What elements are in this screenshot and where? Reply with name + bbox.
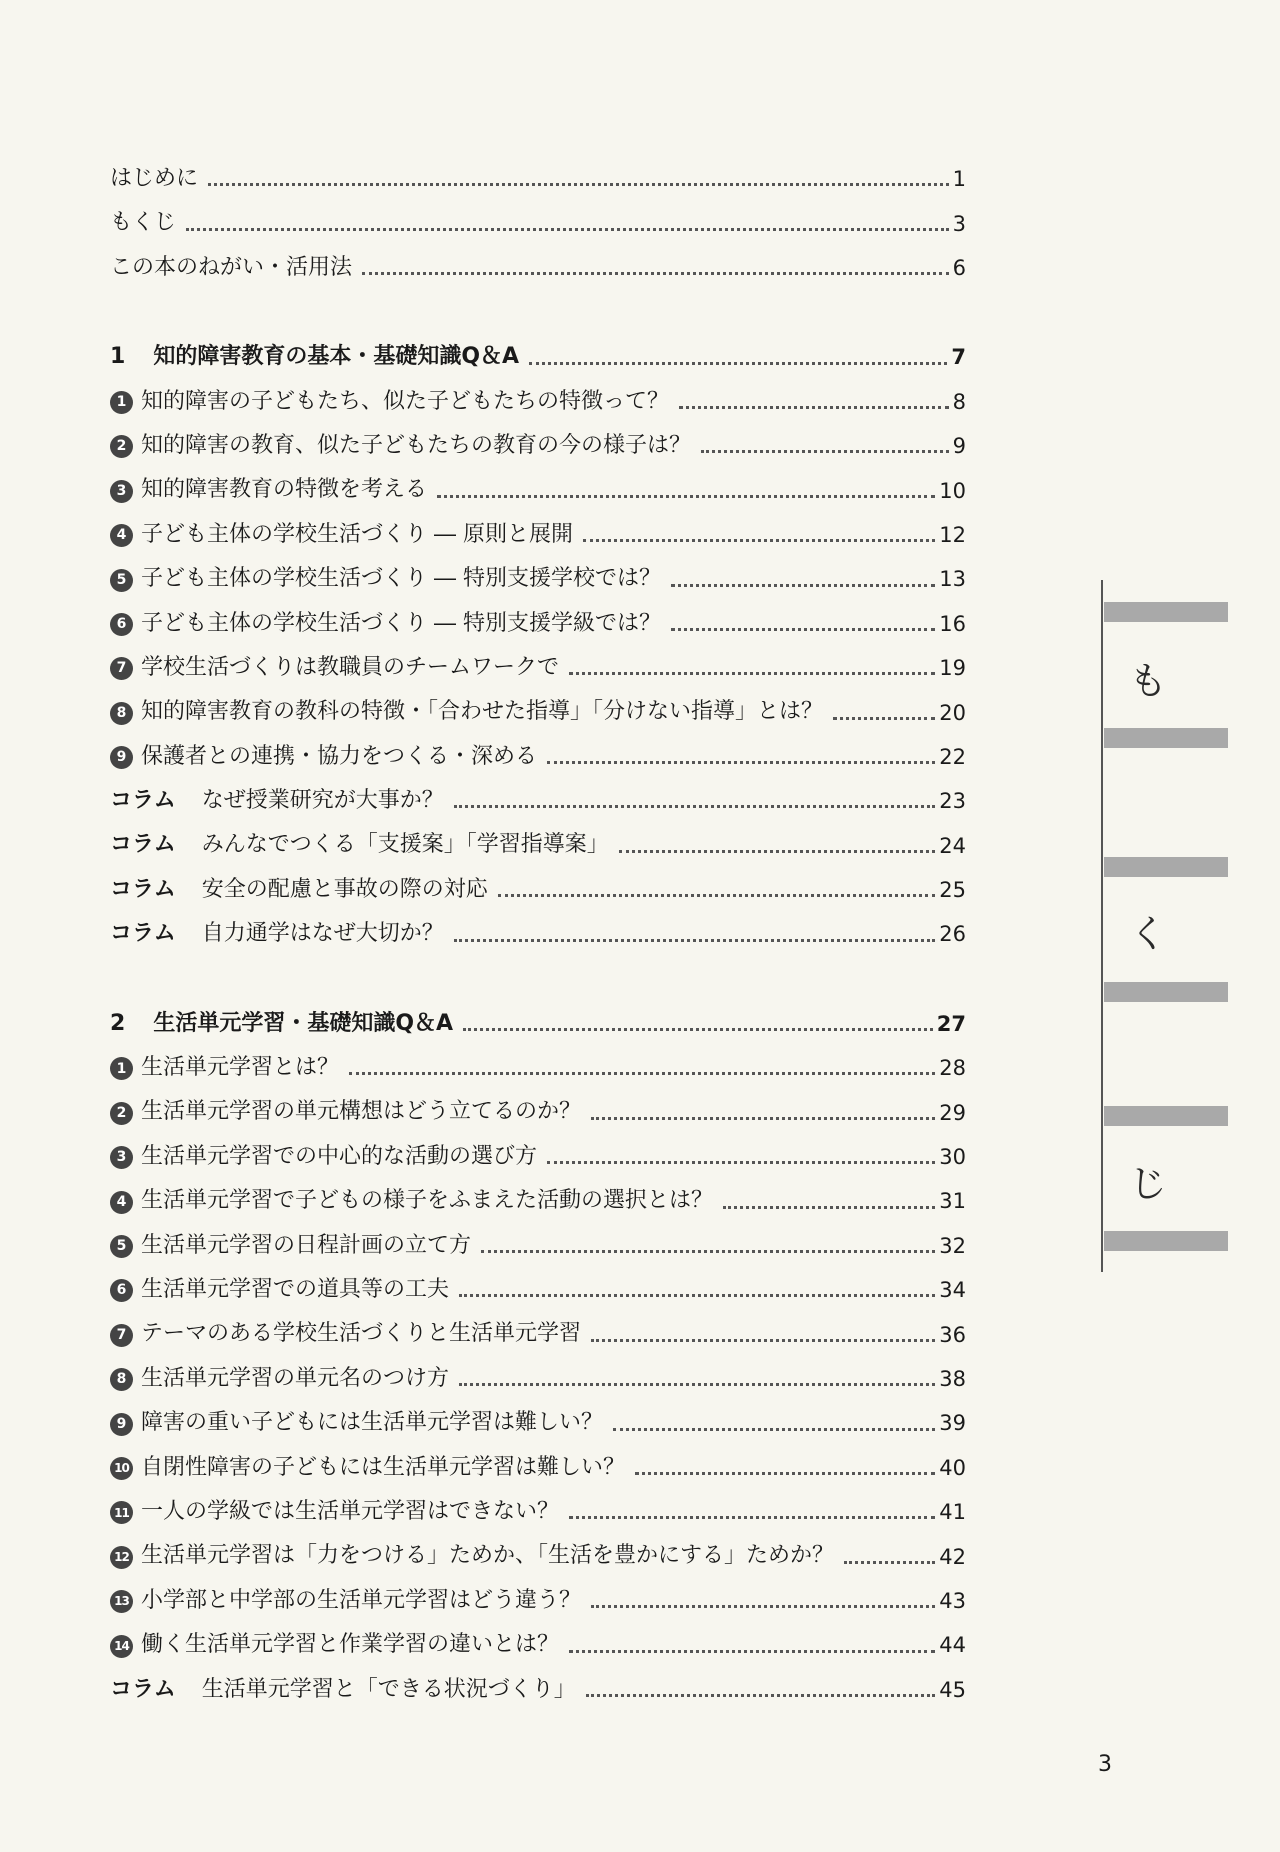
entry-page: 13 bbox=[939, 567, 966, 592]
section-title: 生活単元学習・基礎知識Q＆A bbox=[153, 1010, 454, 1036]
toc-entry[interactable] bbox=[110, 459, 966, 503]
dot-leader bbox=[591, 1117, 935, 1120]
toc-entry[interactable] bbox=[110, 1525, 966, 1569]
toc-entry[interactable] bbox=[110, 726, 966, 770]
spacer bbox=[110, 948, 966, 993]
section-page: 27 bbox=[936, 1011, 966, 1036]
entry-title: 知的障害の子どもたち、似た子どもたちの特徴って？ bbox=[141, 388, 670, 414]
entry-title: はじめに bbox=[110, 166, 199, 191]
side-tab-character: じ bbox=[1128, 1162, 1167, 1206]
entry-page: 42 bbox=[939, 1544, 966, 1569]
entry-page: 3 bbox=[952, 211, 966, 236]
dot-leader bbox=[701, 450, 949, 453]
number-circle: 6 bbox=[110, 613, 133, 636]
entry-page: 8 bbox=[952, 389, 966, 414]
toc-entry[interactable] bbox=[110, 1437, 966, 1481]
section-title: 知的障害教育の基本・基礎知識Q＆A bbox=[153, 344, 520, 370]
entry-title: 生活単元学習の日程計画の立て方 bbox=[141, 1232, 472, 1258]
column-label: コラム bbox=[110, 788, 176, 814]
number-circle: 5 bbox=[110, 1235, 133, 1258]
number-circle: 10 bbox=[110, 1457, 133, 1480]
column-label: コラム bbox=[110, 832, 176, 858]
entry-title: もくじ bbox=[110, 210, 177, 236]
dot-leader bbox=[547, 761, 935, 764]
number-circle: 12 bbox=[110, 1546, 133, 1569]
dot-leader bbox=[459, 1294, 935, 1297]
entry-page: 19 bbox=[939, 656, 966, 681]
entry-title: 自閉性障害の子どもには生活単元学習は難しい？ bbox=[141, 1454, 626, 1480]
dot-leader bbox=[454, 805, 935, 808]
side-tab-bar bbox=[1104, 1231, 1228, 1251]
entry-title: 生活単元学習での中心的な活動の選び方 bbox=[141, 1143, 538, 1169]
toc-entry[interactable] bbox=[110, 1303, 966, 1347]
entry-title: 子ども主体の学校生活づくり ― 特別支援学級では？ bbox=[141, 610, 661, 636]
column-entry[interactable] bbox=[110, 1659, 966, 1703]
dot-leader bbox=[679, 406, 949, 409]
number-circle: 5 bbox=[110, 569, 133, 592]
dot-leader bbox=[844, 1561, 935, 1564]
number-circle: 1 bbox=[110, 391, 133, 414]
dot-leader bbox=[437, 495, 935, 498]
toc-entry[interactable] bbox=[110, 1170, 966, 1214]
side-tab-bar bbox=[1104, 1106, 1228, 1126]
column-label: コラム bbox=[110, 921, 176, 947]
toc-entry[interactable] bbox=[110, 1614, 966, 1658]
entry-title: 生活単元学習と「できる状況づくり」 bbox=[201, 1676, 576, 1702]
number-circle: 3 bbox=[110, 1146, 133, 1169]
toc-entry[interactable] bbox=[110, 1570, 966, 1614]
toc-entry[interactable] bbox=[110, 637, 966, 681]
entry-title: 生活単元学習で子どもの様子をふまえた活動の選択とは？ bbox=[141, 1188, 714, 1214]
table-of-contents bbox=[110, 148, 966, 1703]
number-circle: 4 bbox=[110, 524, 133, 547]
dot-leader bbox=[454, 939, 935, 942]
dot-leader bbox=[547, 1161, 935, 1164]
entry-page: 41 bbox=[939, 1500, 966, 1525]
side-tab-character: く bbox=[1128, 912, 1167, 956]
number-circle: 11 bbox=[110, 1501, 133, 1524]
entry-page: 30 bbox=[939, 1145, 966, 1170]
column-label: コラム bbox=[110, 1676, 176, 1702]
entry-title: 学校生活づくりは教職員のチームワークで bbox=[141, 654, 560, 680]
side-tab-bar bbox=[1104, 857, 1228, 877]
entry-page: 32 bbox=[939, 1233, 966, 1258]
number-circle: 7 bbox=[110, 1324, 133, 1347]
toc-entry[interactable] bbox=[110, 548, 966, 592]
dot-leader bbox=[591, 1339, 935, 1342]
dot-leader bbox=[569, 672, 935, 675]
dot-leader bbox=[529, 362, 947, 365]
number-circle: 8 bbox=[110, 702, 133, 725]
entry-page: 31 bbox=[939, 1189, 966, 1214]
entry-title: 障害の重い子どもには生活単元学習は難しい？ bbox=[141, 1410, 604, 1436]
dot-leader bbox=[723, 1206, 935, 1209]
entry-page: 39 bbox=[939, 1411, 966, 1436]
toc-entry[interactable] bbox=[110, 1126, 966, 1170]
column-entry[interactable] bbox=[110, 903, 966, 947]
section-heading[interactable] bbox=[110, 326, 966, 370]
entry-page: 23 bbox=[939, 789, 966, 814]
entry-title: 知的障害教育の特徴を考える bbox=[141, 477, 428, 503]
column-entry[interactable] bbox=[110, 770, 966, 814]
entry-page: 12 bbox=[939, 522, 966, 547]
section-number: 1 bbox=[110, 344, 126, 370]
toc-entry[interactable] bbox=[110, 504, 966, 548]
page-number: 3 bbox=[1098, 1752, 1112, 1777]
dot-leader bbox=[463, 1028, 933, 1031]
dot-leader bbox=[208, 183, 949, 186]
entry-page: 26 bbox=[939, 922, 966, 947]
dot-leader bbox=[186, 228, 949, 231]
entry-title: 安全の配慮と事故の際の対応 bbox=[201, 876, 488, 902]
column-entry[interactable] bbox=[110, 859, 966, 903]
entry-page: 22 bbox=[939, 744, 966, 769]
number-circle: 2 bbox=[110, 1102, 133, 1125]
number-circle: 4 bbox=[110, 1191, 133, 1214]
number-circle: 9 bbox=[110, 746, 133, 769]
entry-title: 知的障害教育の教科の特徴・「合わせた指導」「分けない指導」とは？ bbox=[141, 699, 824, 725]
entry-page: 28 bbox=[939, 1056, 966, 1081]
side-tab-character: も bbox=[1128, 659, 1167, 703]
number-circle: 13 bbox=[110, 1590, 133, 1613]
dot-leader bbox=[833, 717, 935, 720]
entry-page: 20 bbox=[939, 700, 966, 725]
entry-title: 知的障害の教育、似た子どもたちの教育の今の様子は？ bbox=[141, 432, 692, 458]
number-circle: 3 bbox=[110, 480, 133, 503]
number-circle: 2 bbox=[110, 435, 133, 458]
entry-title: 生活単元学習とは？ bbox=[141, 1055, 340, 1081]
toc-entry[interactable] bbox=[110, 148, 966, 192]
side-tab-bar bbox=[1104, 728, 1228, 748]
dot-leader bbox=[586, 1694, 935, 1697]
entry-title: 生活単元学習の単元構想はどう立てるのか？ bbox=[141, 1099, 582, 1125]
number-circle: 1 bbox=[110, 1057, 133, 1080]
column-entry[interactable] bbox=[110, 814, 966, 858]
toc-entry[interactable] bbox=[110, 237, 966, 281]
entry-page: 29 bbox=[939, 1100, 966, 1125]
entry-page: 44 bbox=[939, 1633, 966, 1658]
number-circle: 9 bbox=[110, 1413, 133, 1436]
toc-entry[interactable] bbox=[110, 1392, 966, 1436]
dot-leader bbox=[671, 584, 935, 587]
entry-page: 38 bbox=[939, 1366, 966, 1391]
entry-page: 40 bbox=[939, 1455, 966, 1480]
toc-entry[interactable] bbox=[110, 1348, 966, 1392]
entry-title: 生活単元学習での道具等の工夫 bbox=[141, 1276, 450, 1302]
entry-page: 24 bbox=[939, 833, 966, 858]
dot-leader bbox=[569, 1650, 935, 1653]
entry-page: 36 bbox=[939, 1322, 966, 1347]
toc-entry[interactable] bbox=[110, 371, 966, 415]
section-number: 2 bbox=[110, 1010, 126, 1036]
entry-title: 生活単元学習は「力をつける」ためか、「生活を豊かにする」ためか？ bbox=[141, 1543, 835, 1569]
dot-leader bbox=[635, 1472, 935, 1475]
entry-page: 1 bbox=[952, 167, 966, 192]
side-tab-bar bbox=[1104, 982, 1228, 1002]
entry-title: テーマのある学校生活づくりと生活単元学習 bbox=[141, 1321, 582, 1347]
number-circle: 8 bbox=[110, 1368, 133, 1391]
entry-title: 子ども主体の学校生活づくり ― 特別支援学校では？ bbox=[141, 566, 661, 592]
entry-title: 働く生活単元学習と作業学習の違いとは？ bbox=[141, 1632, 560, 1658]
entry-page: 6 bbox=[952, 255, 966, 280]
toc-entry[interactable] bbox=[110, 593, 966, 637]
column-label: コラム bbox=[110, 876, 176, 902]
dot-leader bbox=[591, 1605, 935, 1608]
entry-title: みんなでつくる「支援案」「学習指導案」 bbox=[201, 832, 609, 858]
entry-page: 10 bbox=[939, 478, 966, 503]
dot-leader bbox=[498, 894, 935, 897]
toc-entry[interactable] bbox=[110, 1259, 966, 1303]
dot-leader bbox=[569, 1516, 935, 1519]
dot-leader bbox=[362, 272, 949, 275]
entry-title: 生活単元学習の単元名のつけ方 bbox=[141, 1365, 450, 1391]
toc-entry[interactable] bbox=[110, 1037, 966, 1081]
number-circle: 6 bbox=[110, 1279, 133, 1302]
number-circle: 14 bbox=[110, 1635, 133, 1658]
entry-title: なぜ授業研究が大事か？ bbox=[201, 788, 444, 814]
dot-leader bbox=[481, 1250, 935, 1253]
dot-leader bbox=[459, 1383, 935, 1386]
dot-leader bbox=[349, 1072, 935, 1075]
toc-entry[interactable] bbox=[110, 1481, 966, 1525]
entry-title: 自力通学はなぜ大切か？ bbox=[201, 921, 444, 947]
toc-entry[interactable] bbox=[110, 681, 966, 725]
entry-page: 45 bbox=[939, 1677, 966, 1702]
side-tab-bar bbox=[1104, 602, 1228, 622]
entry-title: 一人の学級では生活単元学習はできない？ bbox=[141, 1498, 560, 1524]
entry-page: 16 bbox=[939, 611, 966, 636]
toc-entry[interactable] bbox=[110, 415, 966, 459]
entry-title: この本のねがい・活用法 bbox=[110, 254, 353, 280]
toc-entry[interactable] bbox=[110, 1081, 966, 1125]
dot-leader bbox=[619, 850, 935, 853]
entry-page: 43 bbox=[939, 1588, 966, 1613]
number-circle: 7 bbox=[110, 657, 133, 680]
entry-title: 小学部と中学部の生活単元学習はどう違う？ bbox=[141, 1587, 582, 1613]
entry-title: 子ども主体の学校生活づくり ― 原則と展開 bbox=[141, 521, 573, 547]
entry-page: 25 bbox=[939, 878, 966, 903]
section-heading[interactable] bbox=[110, 993, 966, 1037]
entry-page: 9 bbox=[952, 434, 966, 459]
spacer bbox=[110, 281, 966, 326]
side-tab-line bbox=[1101, 580, 1103, 1272]
dot-leader bbox=[583, 539, 935, 542]
toc-entry[interactable] bbox=[110, 1215, 966, 1259]
entry-title: 保護者との連携・協力をつくる・深める bbox=[141, 743, 538, 769]
entry-page: 34 bbox=[939, 1278, 966, 1303]
section-page: 7 bbox=[951, 345, 966, 370]
dot-leader bbox=[671, 628, 935, 631]
toc-entry[interactable] bbox=[110, 192, 966, 236]
dot-leader bbox=[613, 1428, 935, 1431]
